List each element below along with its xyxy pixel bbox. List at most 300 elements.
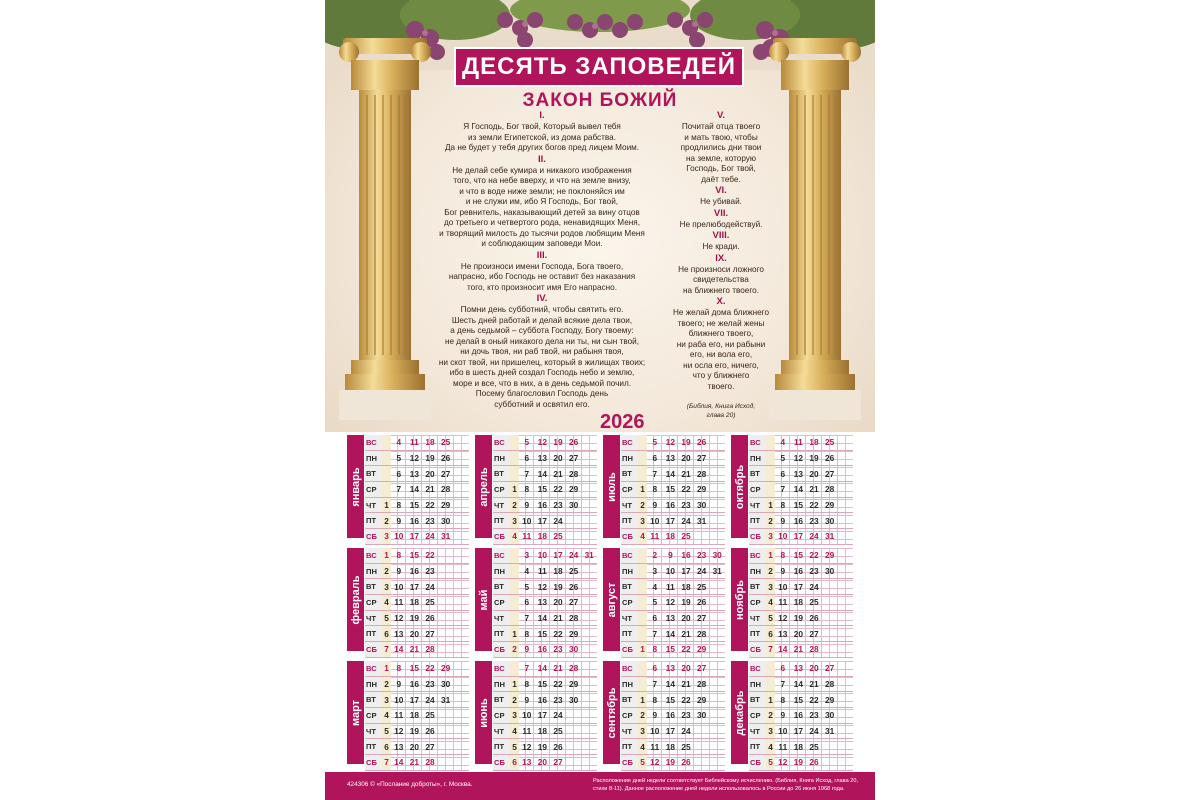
day-cell: 16 xyxy=(407,563,423,579)
day-cell: 30 xyxy=(566,497,582,513)
weekday-label: ПН xyxy=(749,450,766,466)
day-cell: 25 xyxy=(806,739,822,755)
month-name: ноябрь xyxy=(733,579,746,620)
footer-note: Расположение дней недели соответствует Библейскому исчислению. (Библия, Книга Исход, глава 20, стихи 8-11). Данное расположение дней недели использовалось в России до 26 июня 1968 года. xyxy=(593,778,859,792)
day-cell: 2 xyxy=(638,708,647,724)
day-cell: 23 xyxy=(422,563,438,579)
day-cell xyxy=(822,642,838,658)
day-cell: 8 xyxy=(647,642,663,658)
weekday-row xyxy=(493,435,597,450)
day-cell: 25 xyxy=(678,529,694,545)
day-cell xyxy=(709,529,725,545)
weekday-row xyxy=(749,626,853,642)
day-cell: 12 xyxy=(519,739,535,755)
month-label xyxy=(475,548,492,651)
day-cell: 6 xyxy=(519,450,535,466)
day-cell: 16 xyxy=(535,692,551,708)
weekday-row xyxy=(621,739,725,755)
day-cell xyxy=(638,435,647,450)
day-cell: 4 xyxy=(519,563,535,579)
weekday-row xyxy=(749,497,853,513)
day-cell xyxy=(694,723,710,739)
day-cell xyxy=(566,529,582,545)
day-cell: 5 xyxy=(775,450,791,466)
day-cell: 4 xyxy=(766,739,775,755)
day-cell: 9 xyxy=(391,513,407,529)
commandment-numeral: V. xyxy=(716,110,726,121)
day-cell: 28 xyxy=(694,626,710,642)
day-cell xyxy=(709,513,725,529)
day-cell: 3 xyxy=(382,579,391,595)
month-label xyxy=(603,548,620,651)
day-cell: 9 xyxy=(775,513,791,529)
day-cell: 27 xyxy=(566,450,582,466)
day-cell: 24 xyxy=(678,723,694,739)
day-cell: 6 xyxy=(775,661,791,676)
day-cell: 19 xyxy=(407,610,423,626)
day-cell: 9 xyxy=(519,642,535,658)
day-cell: 22 xyxy=(678,692,694,708)
day-cell: 26 xyxy=(806,610,822,626)
day-cell: 18 xyxy=(678,579,694,595)
day-cell: 13 xyxy=(791,661,807,676)
month-label xyxy=(603,435,620,538)
day-cell xyxy=(566,723,582,739)
day-cell: 22 xyxy=(550,626,566,642)
day-cell: 22 xyxy=(806,497,822,513)
day-cell xyxy=(453,579,469,595)
weekday-row xyxy=(365,450,469,466)
weekday-row xyxy=(365,435,469,450)
day-cell: 7 xyxy=(647,466,663,482)
day-cell: 15 xyxy=(791,692,807,708)
day-cell xyxy=(453,708,469,724)
day-cell: 26 xyxy=(806,755,822,771)
day-cell: 20 xyxy=(550,450,566,466)
weekday-row xyxy=(493,548,597,563)
day-cell: 5 xyxy=(382,723,391,739)
weekday-label: СР xyxy=(749,708,766,724)
day-cell: 23 xyxy=(694,548,710,563)
day-cell: 20 xyxy=(407,626,423,642)
day-cell: 27 xyxy=(422,626,438,642)
day-cell: 19 xyxy=(535,739,551,755)
day-cell xyxy=(638,595,647,611)
weekday-label: ПН xyxy=(365,450,382,466)
weekday-row xyxy=(621,482,725,498)
month-name: октябрь xyxy=(733,464,746,509)
day-cell: 16 xyxy=(663,708,679,724)
page-title: ДЕСЯТЬ ЗАПОВЕДЕЙ xyxy=(462,53,736,80)
day-cell xyxy=(581,642,597,658)
weekday-label: ПН xyxy=(749,676,766,692)
weekday-row xyxy=(493,739,597,755)
day-cell: 19 xyxy=(678,595,694,611)
day-cell: 23 xyxy=(422,513,438,529)
day-cell: 8 xyxy=(775,692,791,708)
month-name: апрель xyxy=(477,466,490,507)
day-cell xyxy=(510,548,519,563)
day-cell: 6 xyxy=(382,739,391,755)
day-cell xyxy=(382,466,391,482)
weekday-row xyxy=(493,482,597,498)
day-cell xyxy=(453,676,469,692)
day-cell: 11 xyxy=(663,579,679,595)
day-cell: 29 xyxy=(822,692,838,708)
day-cell xyxy=(510,610,519,626)
day-cell: 25 xyxy=(678,739,694,755)
day-cell xyxy=(453,435,469,450)
weekday-row xyxy=(749,676,853,692)
day-cell xyxy=(709,497,725,513)
day-cell: 8 xyxy=(647,692,663,708)
day-cell: 24 xyxy=(550,513,566,529)
day-cell: 30 xyxy=(822,563,838,579)
day-cell: 27 xyxy=(694,450,710,466)
day-cell xyxy=(766,676,775,692)
day-cell xyxy=(822,610,838,626)
day-cell: 14 xyxy=(535,610,551,626)
day-cell: 17 xyxy=(550,548,566,563)
weekday-row xyxy=(621,563,725,579)
day-cell: 17 xyxy=(535,708,551,724)
day-cell xyxy=(837,435,853,450)
day-cell xyxy=(638,579,647,595)
day-cell xyxy=(438,723,454,739)
day-cell: 17 xyxy=(407,579,423,595)
day-cell: 31 xyxy=(822,529,838,545)
day-cell: 14 xyxy=(663,626,679,642)
weekday-row xyxy=(621,529,725,545)
day-cell: 2 xyxy=(382,676,391,692)
month-label xyxy=(731,548,748,651)
month-label xyxy=(347,661,364,764)
day-cell: 23 xyxy=(806,563,822,579)
day-cell: 1 xyxy=(510,626,519,642)
weekday-label: ВТ xyxy=(749,692,766,708)
day-cell: 3 xyxy=(766,529,775,545)
commandment-text: Я Господь, Бог твой, Который вывел тебя из земли Египетской, из дома рабства. Да не будет у тебя других богов пред лицем Моим. xyxy=(444,122,640,152)
day-cell: 1 xyxy=(510,482,519,498)
day-cell: 14 xyxy=(391,642,407,658)
day-cell xyxy=(837,610,853,626)
day-cell: 27 xyxy=(822,466,838,482)
day-cell xyxy=(581,626,597,642)
day-cell: 14 xyxy=(663,466,679,482)
weekday-row xyxy=(749,739,853,755)
day-cell: 18 xyxy=(407,595,423,611)
month-name: март xyxy=(349,699,362,726)
day-cell: 14 xyxy=(791,482,807,498)
day-cell: 5 xyxy=(510,739,519,755)
weekday-label: ВТ xyxy=(365,579,382,595)
month-name: июль xyxy=(605,471,618,502)
day-cell: 4 xyxy=(775,435,791,450)
day-cell: 9 xyxy=(647,497,663,513)
weekday-row xyxy=(493,595,597,611)
day-cell: 15 xyxy=(535,626,551,642)
day-cell xyxy=(694,739,710,755)
weekday-label: ВС xyxy=(621,661,638,676)
day-cell: 18 xyxy=(550,563,566,579)
weekday-row xyxy=(749,642,853,658)
weekday-row xyxy=(749,610,853,626)
day-cell: 22 xyxy=(806,692,822,708)
commandments-left-column xyxy=(423,110,661,410)
weekday-label: ВТ xyxy=(493,692,510,708)
day-cell: 4 xyxy=(638,529,647,545)
day-cell: 15 xyxy=(791,497,807,513)
day-cell xyxy=(709,579,725,595)
day-cell: 20 xyxy=(535,755,551,771)
day-cell: 1 xyxy=(766,692,775,708)
day-cell: 30 xyxy=(694,708,710,724)
weekday-row xyxy=(749,482,853,498)
day-cell xyxy=(453,529,469,545)
day-cell xyxy=(453,450,469,466)
day-cell: 19 xyxy=(791,755,807,771)
day-cell: 31 xyxy=(438,529,454,545)
day-cell: 26 xyxy=(422,723,438,739)
day-cell: 20 xyxy=(791,626,807,642)
day-cell xyxy=(438,579,454,595)
weekday-label: ПТ xyxy=(493,513,510,529)
day-cell: 13 xyxy=(663,661,679,676)
day-cell xyxy=(638,676,647,692)
day-cell: 29 xyxy=(566,482,582,498)
weekday-label: ВТ xyxy=(493,466,510,482)
commandment-text: Помни день субботний, чтобы святить его. Шесть дней работай и делай всякие дела твои, а день седьмой – суббота Господу, Богу твоему: не делай в оный никакого дела ни ты, ни сын твой, ни дочь твоя, ни раб твой, ни рабыня твоя, ни скот твой, ни пришелец, который в жилищах твоих; ибо в шесть дней создал Господь небо и землю, море и все, что в них, а в день седьмой почил. Посему благословил Господь день субботний и освятил его. xyxy=(438,305,646,409)
weekday-row xyxy=(621,435,725,450)
day-cell: 26 xyxy=(566,579,582,595)
weekday-row xyxy=(365,755,469,771)
day-cell xyxy=(453,755,469,771)
day-cell xyxy=(581,435,597,450)
weekday-label: ВС xyxy=(749,661,766,676)
weekday-label: ПТ xyxy=(621,739,638,755)
day-cell xyxy=(837,723,853,739)
day-cell xyxy=(438,708,454,724)
day-cell: 2 xyxy=(766,708,775,724)
day-cell: 30 xyxy=(438,676,454,692)
month-name: август xyxy=(605,582,618,617)
day-cell: 26 xyxy=(694,595,710,611)
day-cell: 4 xyxy=(766,595,775,611)
day-cell xyxy=(510,435,519,450)
weekday-label: ПТ xyxy=(749,626,766,642)
day-cell: 1 xyxy=(766,548,775,563)
weekday-row xyxy=(621,676,725,692)
day-cell xyxy=(453,661,469,676)
day-cell: 20 xyxy=(678,610,694,626)
weekday-label: ВТ xyxy=(621,692,638,708)
day-cell xyxy=(453,513,469,529)
commandment-numeral: VI. xyxy=(715,185,727,196)
month-block xyxy=(603,548,725,655)
day-cell: 30 xyxy=(438,513,454,529)
month-block xyxy=(475,548,597,655)
day-cell: 7 xyxy=(519,466,535,482)
day-cell xyxy=(453,466,469,482)
weekday-row xyxy=(493,563,597,579)
day-cell xyxy=(581,610,597,626)
day-cell xyxy=(438,755,454,771)
footer-copyright: 424306 © «Послание доброты», г. Москва. xyxy=(347,781,473,788)
day-cell xyxy=(453,548,469,563)
day-cell: 17 xyxy=(663,513,679,529)
day-cell: 20 xyxy=(678,450,694,466)
day-cell: 4 xyxy=(382,595,391,611)
month-block xyxy=(347,548,469,655)
day-cell: 17 xyxy=(791,579,807,595)
day-cell: 7 xyxy=(647,626,663,642)
day-cell xyxy=(581,497,597,513)
day-cell: 11 xyxy=(391,595,407,611)
month-name: май xyxy=(477,589,490,610)
day-cell xyxy=(438,739,454,755)
day-cell: 23 xyxy=(678,497,694,513)
day-cell xyxy=(453,563,469,579)
day-cell: 9 xyxy=(519,497,535,513)
weekday-row xyxy=(365,708,469,724)
day-cell: 7 xyxy=(519,610,535,626)
weekday-label: ЧТ xyxy=(493,610,510,626)
day-cell: 20 xyxy=(806,466,822,482)
weekday-label: СБ xyxy=(749,642,766,658)
weekday-label: ПН xyxy=(493,563,510,579)
day-cell xyxy=(837,482,853,498)
day-cell xyxy=(709,676,725,692)
day-cell: 25 xyxy=(822,435,838,450)
weekday-label: ВС xyxy=(365,661,382,676)
day-cell xyxy=(837,642,853,658)
weekday-row xyxy=(493,579,597,595)
day-cell xyxy=(581,513,597,529)
day-cell: 22 xyxy=(422,497,438,513)
weekday-row xyxy=(365,482,469,498)
weekday-row xyxy=(621,708,725,724)
day-cell: 11 xyxy=(519,723,535,739)
day-cell: 11 xyxy=(391,708,407,724)
day-cell: 25 xyxy=(694,579,710,595)
weekday-label: ПТ xyxy=(493,626,510,642)
day-cell: 19 xyxy=(422,450,438,466)
day-cell: 4 xyxy=(647,579,663,595)
day-cell xyxy=(709,610,725,626)
weekday-row xyxy=(749,579,853,595)
weekday-row xyxy=(365,610,469,626)
day-cell: 12 xyxy=(663,435,679,450)
day-cell: 11 xyxy=(791,435,807,450)
day-cell xyxy=(638,661,647,676)
weekday-label: ВТ xyxy=(749,466,766,482)
day-cell: 10 xyxy=(391,529,407,545)
day-cell: 19 xyxy=(550,435,566,450)
day-cell: 16 xyxy=(791,513,807,529)
day-cell xyxy=(822,579,838,595)
day-cell xyxy=(709,755,725,771)
day-cell: 20 xyxy=(678,661,694,676)
day-cell: 28 xyxy=(422,755,438,771)
weekday-label: ВТ xyxy=(749,579,766,595)
day-cell: 12 xyxy=(791,450,807,466)
weekday-row xyxy=(749,513,853,529)
day-cell: 29 xyxy=(566,626,582,642)
day-cell: 10 xyxy=(647,513,663,529)
day-cell xyxy=(438,548,454,563)
month-block xyxy=(603,661,725,768)
day-cell xyxy=(709,595,725,611)
weekday-label: СР xyxy=(621,595,638,611)
day-cell: 3 xyxy=(638,723,647,739)
day-cell: 15 xyxy=(663,692,679,708)
day-cell: 30 xyxy=(694,497,710,513)
day-cell xyxy=(837,595,853,611)
day-cell: 14 xyxy=(407,482,423,498)
day-cell: 29 xyxy=(438,661,454,676)
day-cell: 10 xyxy=(519,513,535,529)
day-cell: 15 xyxy=(407,661,423,676)
day-cell xyxy=(638,626,647,642)
weekday-label: ВТ xyxy=(621,579,638,595)
weekday-row xyxy=(493,466,597,482)
month-table xyxy=(493,548,597,658)
day-cell xyxy=(709,466,725,482)
day-cell: 9 xyxy=(775,563,791,579)
day-cell: 1 xyxy=(638,642,647,658)
weekday-row xyxy=(621,642,725,658)
day-cell: 17 xyxy=(407,692,423,708)
commandment-numeral: VIII. xyxy=(712,230,730,241)
day-cell: 29 xyxy=(694,642,710,658)
day-cell: 2 xyxy=(766,563,775,579)
day-cell: 24 xyxy=(422,529,438,545)
day-cell: 26 xyxy=(822,450,838,466)
weekday-label: СБ xyxy=(749,755,766,771)
weekday-row xyxy=(621,692,725,708)
weekday-label: ПТ xyxy=(749,739,766,755)
day-cell xyxy=(837,692,853,708)
day-cell: 23 xyxy=(550,692,566,708)
day-cell xyxy=(453,692,469,708)
day-cell: 18 xyxy=(791,595,807,611)
day-cell: 9 xyxy=(775,708,791,724)
day-cell xyxy=(837,466,853,482)
commandment-numeral: IX. xyxy=(715,252,727,264)
day-cell xyxy=(709,692,725,708)
day-cell xyxy=(837,755,853,771)
day-cell: 18 xyxy=(535,723,551,739)
weekday-row xyxy=(621,595,725,611)
weekday-row xyxy=(621,755,725,771)
day-cell: 15 xyxy=(407,548,423,563)
day-cell: 16 xyxy=(791,708,807,724)
weekday-row xyxy=(749,450,853,466)
day-cell: 2 xyxy=(510,642,519,658)
weekday-label: ПН xyxy=(621,563,638,579)
day-cell: 7 xyxy=(382,755,391,771)
weekday-row xyxy=(621,626,725,642)
day-cell: 29 xyxy=(438,497,454,513)
day-cell: 26 xyxy=(550,739,566,755)
day-cell: 19 xyxy=(407,723,423,739)
day-cell xyxy=(837,450,853,466)
commandment-numeral: I. xyxy=(539,110,545,121)
weekday-row xyxy=(621,497,725,513)
month-table xyxy=(621,435,725,545)
day-cell: 12 xyxy=(407,450,423,466)
weekday-row xyxy=(493,610,597,626)
